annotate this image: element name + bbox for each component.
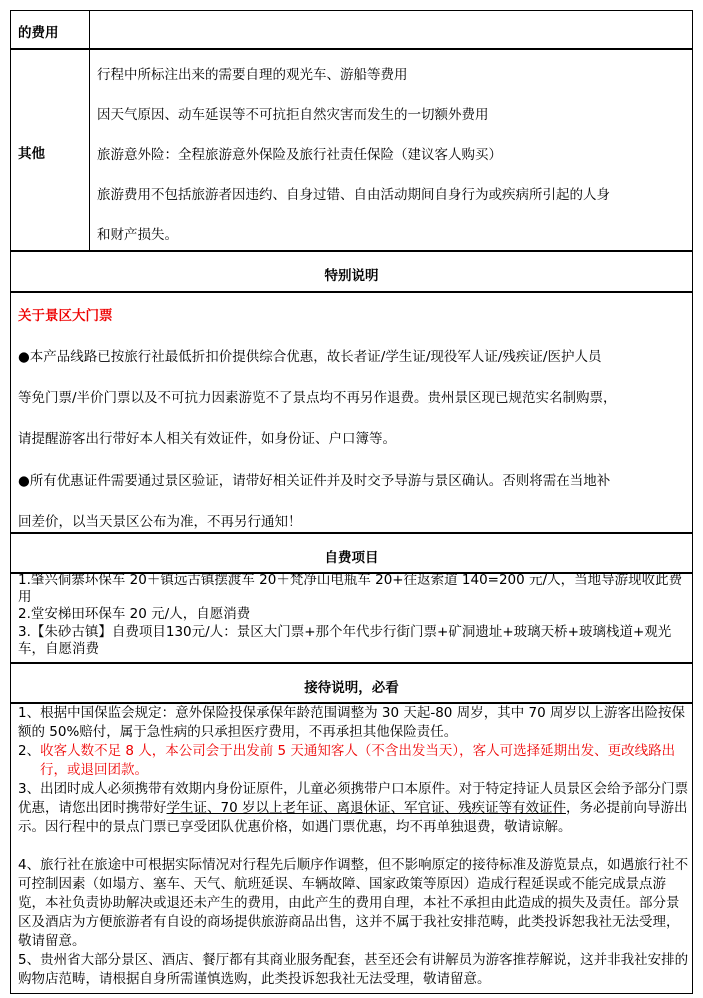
other-label: 其他	[18, 146, 45, 162]
special-title: 特别说明	[324, 268, 379, 284]
fees-row-label: 的费用	[18, 25, 59, 41]
other-item: 和财产损失。	[97, 227, 178, 243]
fees-row-value	[89, 10, 693, 50]
special-body	[10, 291, 693, 534]
special-line: 等免门票/半价门票以及不可抗力因素游览不了景点均不再另作退费。贵州景区现已规范实名制购票，	[18, 390, 617, 406]
other-item: 旅游费用不包括旅游者因违约、自身过错、自由活动期间自身行为或疾病所引起的人身	[97, 187, 610, 203]
self-pay-item: 2.堂安梯田环保车 20 元/人，自愿消费	[18, 606, 251, 622]
other-item: 因天气原因、动车延误等不可抗拒自然灾害而发生的一切额外费用	[97, 107, 489, 123]
reception-item-2-text: 收客人数不足 8 人，本公司会于出发前 5 天通知客人（不含出发当天），客人可选择延期出发、更改线路出行，或退回团款。	[40, 743, 676, 778]
reception-item-3-underlined: 学生证、70 岁以上老年证、离退休证、军官证、残疾证等有效证件	[166, 800, 566, 816]
reception-item-3-text-end: ，务必提前向导游出示。因行程中的景点门票已享受团队优惠价格，如遇门票优惠，均不再单独退费，敬请谅解。	[18, 800, 688, 835]
reception-item-2-number: 2、	[18, 743, 41, 759]
reception-title: 接待说明，必看	[304, 680, 399, 696]
self-pay-item: 3.【朱砂古镇】自费项目130元/人：景区大门票+那个年代步行街门票+矿洞遗址+玻璃天桥+玻璃栈道+观光车，自愿消费	[18, 624, 672, 657]
reception-item-2	[18, 742, 690, 780]
other-item: 行程中所标注出来的需要自理的观光车、游船等费用	[97, 67, 408, 83]
self-pay-item: 1.肇兴侗寨环保车 20＋镇远古镇摆渡车 20＋梵净山电瓶车 20+往返索道 140=200 元/人，当地导游现收此费用	[18, 572, 683, 605]
reception-item-3	[18, 780, 690, 837]
self-pay-title: 自费项目	[324, 550, 379, 566]
special-line: ●所有优惠证件需要通过景区验证，请带好相关证件并及时交予导游与景区确认。否则将需在当地补	[18, 473, 611, 489]
reception-item-3-text: 3、出团时成人必须携带有效期内身份证原件，儿童必须携带户口本原件。对于特定持证人员景区会给予部分门票优惠，请您出团时携带好	[18, 781, 689, 816]
reception-item-1: 1、根据中国保监会规定：意外保险投保承保年龄范围调整为 30 天起-80 周岁，其中 70 周岁以上游客出险按保额的 50%赔付，属于急性病的只承担医疗费用，不再承担其他保险责任。	[18, 705, 685, 740]
reception-item-5: 5、贵州省大部分景区、酒店、餐厅都有其商业服务配套，甚至还会有讲解员为游客推荐解说，这并非我社安排的购物店范畴，请根据自身所需谨慎选购，此类投诉恕我社无法受理，敬请留意。	[18, 952, 689, 987]
special-subtitle: 关于景区大门票	[18, 308, 113, 324]
special-line: 请提醒游客出行带好本人相关有效证件，如身份证、户口簿等。	[18, 431, 396, 447]
special-line: ●本产品线路已按旅行社最低折扣价提供综合优惠，故长者证/学生证/现役军人证/残疾证/医护人员	[18, 349, 602, 365]
other-item: 旅游意外险：全程旅游意外保险及旅行社责任保险（建议客人购买）	[97, 147, 502, 163]
reception-item-4: 4、旅行社在旅途中可根据实际情况对行程先后顺序作调整，但不影响原定的接待标准及游览景点，如遇旅行社不可控制因素（如塌方、塞车、天气、航班延误、车辆故障、国家政策等原因）造成行程延误或不能完成景点游览，本社负责协助解决或退还未产生的费用，由此产生的费用自理，本社不承担由此造成的损失及责任。部分景区及酒店为方便旅游者有自设的商场提供旅游商品出售，这并不属于我社安排范畴，此类投诉恕我社无法受理，敬请留意。	[18, 857, 689, 949]
special-line: 回差价，以当天景区公布为准，不再另行通知！	[18, 514, 302, 530]
